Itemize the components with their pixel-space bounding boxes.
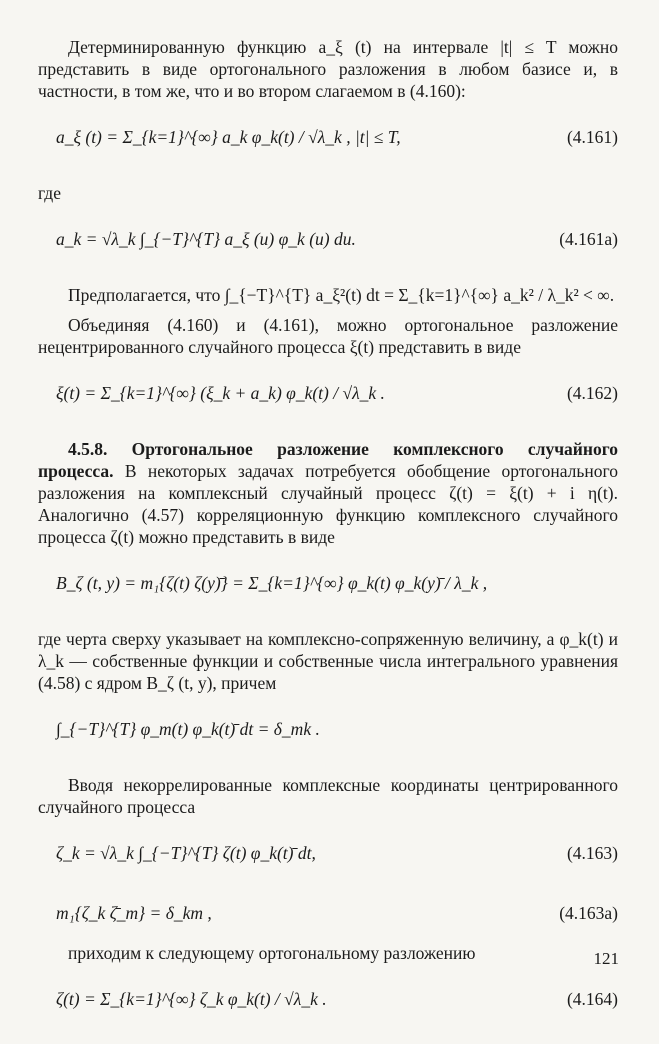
equation-4-163 — [38, 828, 618, 888]
paragraph-assumption: Предполагается, что ∫_{−T}^{T} a_ξ²(t) dt = Σ_{k=1}^{∞} a_k² / λ_k² < ∞. — [68, 285, 615, 305]
equation-formula: a_k = √λ_k ∫_{−T}^{T} a_ξ (u) φ_k (u) du. — [56, 229, 356, 249]
equation-formula: ζ(t) = Σ_{k=1}^{∞} ζ_k φ_k(t) / √λ_k . — [56, 989, 327, 1009]
equation-number: (4.161) — [566, 127, 618, 147]
equation-formula: B_ζ (t, y) = m₁{ζ(t) ζ(y)̄} = Σ_{k=1}^{∞} φ_k(t) φ_k(y)̄ / λ_k , — [56, 573, 488, 593]
paragraph-combining: Объединяя (4.160) и (4.161), можно ортогональное разложение нецентрированного случайного процесса ξ(t) представить в виде — [38, 315, 618, 357]
page-body — [38, 36, 618, 1044]
page-number: 121 — [593, 949, 619, 968]
equation-formula: ξ(t) = Σ_{k=1}^{∞} (ξ_k + a_k) φ_k(t) / √λ_k . — [56, 383, 385, 403]
equation-number: (4.162) — [566, 383, 618, 403]
paragraph-arrive: приходим к следующему ортогональному разложению — [68, 943, 476, 963]
equation-formula: ζ_k = √λ_k ∫_{−T}^{T} ζ(t) φ_k(t)̄ dt, — [56, 843, 316, 863]
paragraph-section — [38, 438, 618, 548]
equation-4-161a — [38, 214, 618, 274]
equation-4-164 — [38, 974, 618, 1034]
equation-orthogonality — [38, 704, 618, 764]
section-text: В некоторых задачах потребуется обобщение ортогонального разложения на комплексный случайный процесс ζ(t) = ξ(t) + i η(t). Аналогично (4.57) корреляционную функцию комплексного случайного процесса ζ(t) можно представить в виде — [38, 461, 618, 547]
paragraph-intro: Детерминированную функцию a_ξ (t) на интервале |t| ≤ T можно представить в виде ортогонального разложения в любом базисе и, в частности, в том же, что и во втором слагаемом в (4.160): — [38, 37, 618, 101]
equation-formula: m₁{ζ_k ζ̄_m} = δ_km , — [56, 903, 212, 923]
paragraph-where: где — [38, 183, 61, 203]
equation-4-163a — [38, 898, 618, 932]
equation-number: (4.161a) — [559, 229, 618, 249]
equation-number: (4.163a) — [559, 903, 618, 923]
section-title: 4.5.8. Ортогональное разложение комплексного случайного процесса. — [38, 439, 618, 481]
equation-formula: ∫_{−T}^{T} φ_m(t) φ_k(t)̄ dt = δ_mk . — [56, 719, 320, 739]
equation-number: (4.164) — [566, 989, 618, 1009]
equation-number: (4.163) — [566, 843, 618, 863]
equation-formula: a_ξ (t) = Σ_{k=1}^{∞} a_k φ_k(t) / √λ_k , |t| ≤ T, — [56, 127, 401, 147]
equation-correlation — [38, 558, 618, 618]
paragraph-coordinates: Вводя некоррелированные комплексные координаты центрированного случайного процесса — [38, 775, 618, 817]
equation-4-161 — [38, 112, 618, 172]
equation-4-162 — [38, 368, 618, 428]
paragraph-conjugate: где черта сверху указывает на комплексно-сопряженную величину, а φ_k(t) и λ_k — собственные функции и собственные числа интегрального уравнения (4.58) с ядром B_ζ (t, y), причем — [38, 629, 618, 693]
